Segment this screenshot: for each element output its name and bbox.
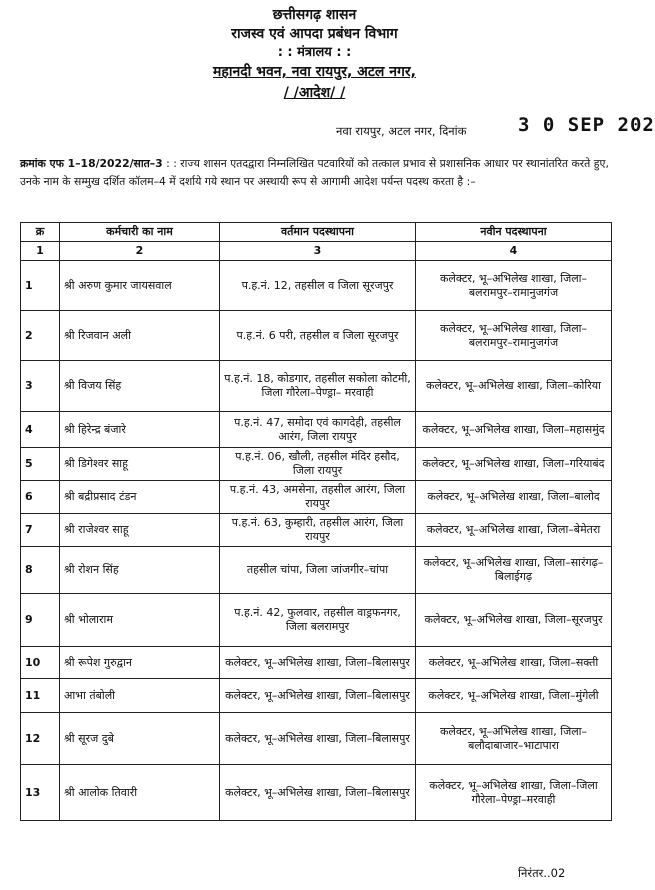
transfer-table <box>20 222 612 821</box>
cell-new: कलेक्टर, भू–अभिलेख शाखा, जिला–बेमेतरा <box>416 514 612 547</box>
col-header-current: वर्तमान पदस्थापना <box>220 223 416 242</box>
cell-sn: 8 <box>21 547 60 594</box>
cell-sn: 2 <box>21 311 60 361</box>
cell-name: श्री आलोक तिवारी <box>60 765 220 821</box>
cell-new: कलेक्टर, भू–अभिलेख शाखा, जिला–कोरिया <box>416 361 612 412</box>
cell-sn: 1 <box>21 261 60 311</box>
cell-new: कलेक्टर, भू–अभिलेख शाखा, जिला–गरियाबंद <box>416 448 612 481</box>
cell-new: कलेक्टर, भू–अभिलेख शाखा, जिला–बालोद <box>416 481 612 514</box>
cell-current: कलेक्टर, भू–अभिलेख शाखा, जिला–बिलासपुर <box>220 713 416 765</box>
cell-current: प.ह.नं. 06, खौली, तहसील मंदिर हसौद, जिला रायपुर <box>220 448 416 481</box>
ministry-heading: : : मंत्रालय : : <box>277 45 352 60</box>
cell-sn: 13 <box>21 765 60 821</box>
cell-current: कलेक्टर, भू–अभिलेख शाखा, जिला–बिलासपुर <box>220 679 416 713</box>
cell-name: श्री रूपेश गुरुद्वान <box>60 647 220 679</box>
cell-sn: 3 <box>21 361 60 412</box>
table-colnum-row <box>21 242 612 261</box>
cell-current: प.ह.नं. 6 परी, तहसील व जिला सूरजपुर <box>220 311 416 361</box>
cell-current: कलेक्टर, भू–अभिलेख शाखा, जिला–बिलासपुर <box>220 647 416 679</box>
cell-new: कलेक्टर, भू–अभिलेख शाखा, जिला–जिला गौरेला–पेण्ड्रा–मरवाही <box>416 765 612 821</box>
cell-new: कलेक्टर, भू–अभिलेख शाखा, जिला–सक्ती <box>416 647 612 679</box>
col-header-new: नवीन पदस्थापना <box>416 223 612 242</box>
order-heading: / /आदेश/ / <box>283 85 346 101</box>
col-header-name: कर्मचारी का नाम <box>60 223 220 242</box>
table-header-row <box>21 223 612 242</box>
cell-current: प.ह.नं. 18, कोडगार, तहसील सकोला कोटमी, जिला गौरेला–पेण्ड्रा– मरवाही <box>220 361 416 412</box>
cell-current: प.ह.नं. 43, अमसेना, तहसील आरंग, जिला रायपुर <box>220 481 416 514</box>
table-row <box>21 361 612 412</box>
cell-name: श्री भोलाराम <box>60 594 220 647</box>
order-text: : : राज्य शासन एतदद्वारा निम्नलिखित पटवारियों को तत्काल प्रभाव से प्रशासनिक आधार पर स्थानांतरित करते हुए, उनके नाम के सम्मुख दर्शित कॉलम–4 में दर्शाये गये स्थान पर अस्थायी रूप से आगामी आदेश पर्यन्त पदस्थ करता है :– <box>20 157 609 188</box>
cell-current: प.ह.नं. 12, तहसील व जिला सूरजपुर <box>220 261 416 311</box>
cell-sn: 9 <box>21 594 60 647</box>
department-heading: राजस्व एवं आपदा प्रबंधन विभाग <box>231 26 398 42</box>
cell-new: कलेक्टर, भू–अभिलेख शाखा, जिला–महासमुंद <box>416 412 612 448</box>
col-number: 4 <box>416 242 612 261</box>
cell-current: कलेक्टर, भू–अभिलेख शाखा, जिला–बिलासपुर <box>220 765 416 821</box>
cell-current: प.ह.नं. 63, कुम्हारी, तहसील आरंग, जिला रायपुर <box>220 514 416 547</box>
table-row <box>21 514 612 547</box>
order-intro <box>20 155 610 190</box>
table-row <box>21 448 612 481</box>
cell-sn: 11 <box>21 679 60 713</box>
cell-new: कलेक्टर, भू–अभिलेख शाखा, जिला–सूरजपुर <box>416 594 612 647</box>
order-number: क्रमांक एफ 1–18/2022/सात–3 <box>20 157 163 170</box>
table-row <box>21 547 612 594</box>
table-row <box>21 594 612 647</box>
cell-current: प.ह.नं. 47, समोदा एवं कागदेही, तहसील आरंग, जिला रायपुर <box>220 412 416 448</box>
cell-new: कलेक्टर, भू–अभिलेख शाखा, जिला–मुंगेली <box>416 679 612 713</box>
table-row <box>21 647 612 679</box>
col-number: 1 <box>21 242 60 261</box>
cell-sn: 10 <box>21 647 60 679</box>
cell-current: प.ह.नं. 42, फुलवार, तहसील वाड्रफनगर, जिला बलरामपुर <box>220 594 416 647</box>
col-header-sn: क्र <box>21 223 60 242</box>
cell-sn: 5 <box>21 448 60 481</box>
cell-name: श्री हिरेन्द्र बंजारे <box>60 412 220 448</box>
place-date-line: नवा रायपुर, अटल नगर, दिनांक <box>336 124 467 138</box>
cell-name: श्री राजेश्वर साहू <box>60 514 220 547</box>
cell-name: श्री रिजवान अली <box>60 311 220 361</box>
cell-new: कलेक्टर, भू–अभिलेख शाखा, जिला–सारंगढ़–बिलाईगढ़ <box>416 547 612 594</box>
cell-name: श्री रोशन सिंह <box>60 547 220 594</box>
table-row <box>21 412 612 448</box>
cell-name: श्री अरुण कुमार जायसवाल <box>60 261 220 311</box>
cell-name: श्री सूरज दुबे <box>60 713 220 765</box>
table-row <box>21 713 612 765</box>
cell-new: कलेक्टर, भू–अभिलेख शाखा, जिला–बलरामपुर–रामानुजगंज <box>416 311 612 361</box>
cell-current: तहसील चांपा, जिला जांजगीर–चांपा <box>220 547 416 594</box>
cell-name: श्री डिगेश्वर साहू <box>60 448 220 481</box>
cell-sn: 6 <box>21 481 60 514</box>
date-stamp: 3 0 SEP 202 <box>518 114 655 136</box>
address-heading: महानदी भवन, नवा रायपुर, अटल नगर, <box>213 64 416 80</box>
govt-heading: छत्तीसगढ़ शासन <box>272 7 357 23</box>
table-row <box>21 765 612 821</box>
cell-sn: 4 <box>21 412 60 448</box>
table-row <box>21 261 612 311</box>
table-row <box>21 311 612 361</box>
col-number: 2 <box>60 242 220 261</box>
continued-note: निरंतर..02 <box>518 866 566 880</box>
cell-new: कलेक्टर, भू–अभिलेख शाखा, जिला–बलौदाबाजार–भाटापारा <box>416 713 612 765</box>
cell-new: कलेक्टर, भू–अभिलेख शाखा, जिला–बलरामपुर–रामानुजगंज <box>416 261 612 311</box>
col-number: 3 <box>220 242 416 261</box>
table-body <box>21 261 612 821</box>
cell-sn: 7 <box>21 514 60 547</box>
table-row <box>21 679 612 713</box>
cell-name: श्री विजय सिंह <box>60 361 220 412</box>
cell-name: श्री बद्रीप्रसाद टंडन <box>60 481 220 514</box>
table-row <box>21 481 612 514</box>
cell-name: आभा तंबोली <box>60 679 220 713</box>
cell-sn: 12 <box>21 713 60 765</box>
